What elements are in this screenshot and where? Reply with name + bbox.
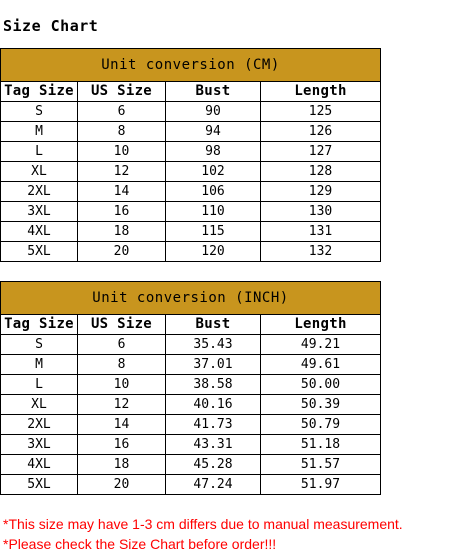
tag-size-cell: XL <box>1 162 78 182</box>
tag-size-cell: 4XL <box>1 222 78 242</box>
length-cell: 51.97 <box>261 475 381 495</box>
length-cell: 50.00 <box>261 375 381 395</box>
us-size-cell: 12 <box>78 395 166 415</box>
column-header-us-size: US Size <box>78 82 166 102</box>
tag-size-cell: 2XL <box>1 182 78 202</box>
measurement-note: *This size may have 1-3 cm differs due to manual measurement. <box>3 516 403 532</box>
table-row <box>1 475 381 495</box>
tag-size-cell: 5XL <box>1 475 78 495</box>
page-title: Size Chart <box>3 17 99 35</box>
bust-cell: 106 <box>166 182 261 202</box>
bust-cell: 41.73 <box>166 415 261 435</box>
us-size-cell: 12 <box>78 162 166 182</box>
tag-size-cell: L <box>1 142 78 162</box>
us-size-cell: 8 <box>78 122 166 142</box>
us-size-cell: 18 <box>78 455 166 475</box>
length-cell: 125 <box>261 102 381 122</box>
bust-cell: 98 <box>166 142 261 162</box>
bust-cell: 110 <box>166 202 261 222</box>
bust-cell: 45.28 <box>166 455 261 475</box>
bust-cell: 35.43 <box>166 335 261 355</box>
bust-cell: 43.31 <box>166 435 261 455</box>
tag-size-cell: M <box>1 122 78 142</box>
size-table-cm <box>0 48 381 262</box>
us-size-cell: 20 <box>78 475 166 495</box>
table-row <box>1 355 381 375</box>
tag-size-cell: M <box>1 355 78 375</box>
tag-size-cell: S <box>1 335 78 355</box>
tag-size-cell: 3XL <box>1 202 78 222</box>
length-cell: 128 <box>261 162 381 182</box>
tag-size-cell: S <box>1 102 78 122</box>
table-row <box>1 242 381 262</box>
size-chart-note: *Please check the Size Chart before order!!! <box>3 536 277 552</box>
table-row <box>1 375 381 395</box>
bust-cell: 115 <box>166 222 261 242</box>
column-header-us-size: US Size <box>78 315 166 335</box>
column-header-length: Length <box>261 82 381 102</box>
table-row <box>1 222 381 242</box>
tag-size-cell: 5XL <box>1 242 78 262</box>
table-row <box>1 415 381 435</box>
us-size-cell: 6 <box>78 335 166 355</box>
us-size-cell: 16 <box>78 435 166 455</box>
tag-size-cell: 3XL <box>1 435 78 455</box>
column-header-tag-size: Tag Size <box>1 315 78 335</box>
table-row <box>1 202 381 222</box>
table-row <box>1 142 381 162</box>
bust-cell: 120 <box>166 242 261 262</box>
length-cell: 49.21 <box>261 335 381 355</box>
us-size-cell: 20 <box>78 242 166 262</box>
bust-cell: 40.16 <box>166 395 261 415</box>
bust-cell: 102 <box>166 162 261 182</box>
column-header-bust: Bust <box>166 82 261 102</box>
length-cell: 51.57 <box>261 455 381 475</box>
size-table-inch <box>0 281 381 495</box>
table-banner: Unit conversion (INCH) <box>1 282 381 315</box>
us-size-cell: 10 <box>78 142 166 162</box>
us-size-cell: 10 <box>78 375 166 395</box>
table-row <box>1 455 381 475</box>
length-cell: 49.61 <box>261 355 381 375</box>
column-header-tag-size: Tag Size <box>1 82 78 102</box>
tag-size-cell: 2XL <box>1 415 78 435</box>
tag-size-cell: L <box>1 375 78 395</box>
us-size-cell: 14 <box>78 182 166 202</box>
bust-cell: 94 <box>166 122 261 142</box>
length-cell: 132 <box>261 242 381 262</box>
us-size-cell: 18 <box>78 222 166 242</box>
length-cell: 51.18 <box>261 435 381 455</box>
us-size-cell: 14 <box>78 415 166 435</box>
column-header-bust: Bust <box>166 315 261 335</box>
length-cell: 126 <box>261 122 381 142</box>
length-cell: 130 <box>261 202 381 222</box>
length-cell: 129 <box>261 182 381 202</box>
length-cell: 50.79 <box>261 415 381 435</box>
table-row <box>1 182 381 202</box>
column-header-length: Length <box>261 315 381 335</box>
length-cell: 50.39 <box>261 395 381 415</box>
table-row <box>1 122 381 142</box>
table-banner: Unit conversion (CM) <box>1 49 381 82</box>
table-row <box>1 162 381 182</box>
tag-size-cell: 4XL <box>1 455 78 475</box>
bust-cell: 37.01 <box>166 355 261 375</box>
bust-cell: 47.24 <box>166 475 261 495</box>
table-row <box>1 335 381 355</box>
us-size-cell: 16 <box>78 202 166 222</box>
us-size-cell: 8 <box>78 355 166 375</box>
table-row <box>1 102 381 122</box>
length-cell: 131 <box>261 222 381 242</box>
table-row <box>1 435 381 455</box>
table-row <box>1 395 381 415</box>
tag-size-cell: XL <box>1 395 78 415</box>
length-cell: 127 <box>261 142 381 162</box>
us-size-cell: 6 <box>78 102 166 122</box>
bust-cell: 90 <box>166 102 261 122</box>
bust-cell: 38.58 <box>166 375 261 395</box>
